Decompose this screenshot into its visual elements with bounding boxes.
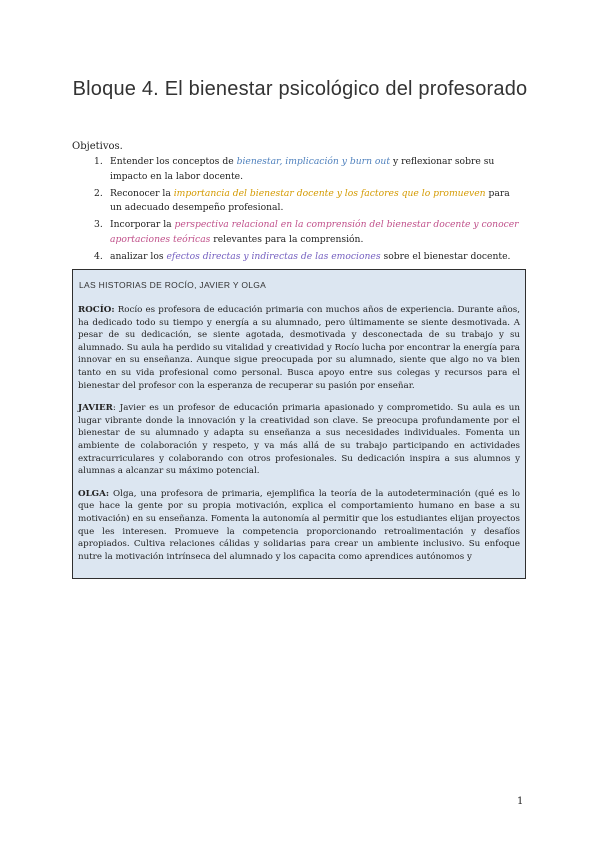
objective-highlight: efectos directas y indirectas de las emociones [166, 250, 381, 262]
story-name: ROCÍO: [78, 305, 115, 315]
objective-highlight: bienestar, implicación y burn out [236, 156, 391, 167]
objective-text: y reflexionar sobre su impacto en la labor docente. [110, 156, 495, 182]
story-name: OLGA: [78, 488, 110, 499]
objectives-label: Objetivos. [72, 141, 123, 152]
story-paragraph-rocio [78, 304, 520, 392]
story-text: Olga, una profesora de primaria, ejemplifica la teoría de la autodeterminación (qué es lo que hace la gente por su propia motivación, explica el comportamiento humano en base a su motivación) en su enseñanza. Fomenta la autonomía al permitir que los estudiantes elijan proyectos que les interesen. Promueve la competencia proporcionando retroalimentación y desafíos apropiados. Cultiva relaciones cálidas y solidarias para crear un ambiente inclusivo. Su enfoque nutre la motivación intrínseca del alumnado y los capacita como aprendices autónomos y [78, 488, 520, 562]
objectives-list [72, 155, 522, 267]
objective-item [72, 218, 522, 247]
page-number: 1 [517, 796, 524, 807]
objective-number: 4. [94, 250, 103, 262]
stories-box [72, 269, 526, 579]
objective-item [72, 187, 522, 216]
objective-text: Incorporar la [110, 219, 175, 230]
story-paragraph-javier [78, 402, 520, 478]
objective-text: analizar los [110, 250, 167, 262]
objective-highlight: importancia del bienestar docente y los factores que lo promueven [173, 187, 486, 199]
page-title: Bloque 4. El bienestar psicológico del profesorado [72, 78, 528, 100]
objective-text: para un adecuado desempeño profesional. [110, 187, 510, 213]
objective-highlight: perspectiva relacional en la comprensión del bienestar docente y conocer aportaciones teóricas [110, 219, 519, 245]
objective-item [72, 250, 522, 265]
objective-text: sobre el bienestar docente. [380, 250, 511, 262]
story-name: JAVIER [78, 403, 113, 414]
objective-number: 2. [94, 187, 103, 199]
stories-box-title: LAS HISTORIAS DE ROCÍO, JAVIER Y OLGA [79, 280, 267, 290]
objective-number: 3. [94, 219, 103, 230]
story-text: : Javier es un profesor de educación primaria apasionado y comprometido. Su aula es un lugar vibrante donde la innovación y la creatividad son clave. Se preocupa profundamente por el bienestar de su alumnado y adapta su enseñanza a sus necesidades individuales. Fomenta un ambiente de colaboración y respeto, y va más allá de su trabajo participando en actividades extracurriculares y colaborando con otros profesionales. Su dedicación inspira a sus alumnos y alumnas a alcanzar su máximo potencial. [78, 403, 520, 477]
story-text: Rocío es profesora de educación primaria con muchos años de experiencia. Durante años, ha dedicado todo su tiempo y energía a su alumnado, pero últimamente se siente desmotivada. A pesar de su dedicación, se siente agotada, desmotivada y desconectada de su trabajo y su alumnado. Su aula ha perdido su vitalidad y creatividad y Rocío lucha por encontrar la energía para innovar en su enseñanza. Aunque sigue preocupada por su alumnado, siente que algo no va bien tanto en su vida profesional como personal. Busca apoyo entre sus colegas y recursos para el bienestar del profesor con la esperanza de recuperar su pasión por enseñar. [78, 305, 520, 391]
objective-item [72, 155, 522, 184]
objective-text: Entender los conceptos de [110, 156, 237, 167]
objective-number: 1. [94, 156, 103, 167]
objective-text: relevantes para la comprensión. [210, 233, 364, 245]
story-paragraph-olga [78, 488, 520, 564]
objective-text: Reconocer la [110, 187, 174, 199]
